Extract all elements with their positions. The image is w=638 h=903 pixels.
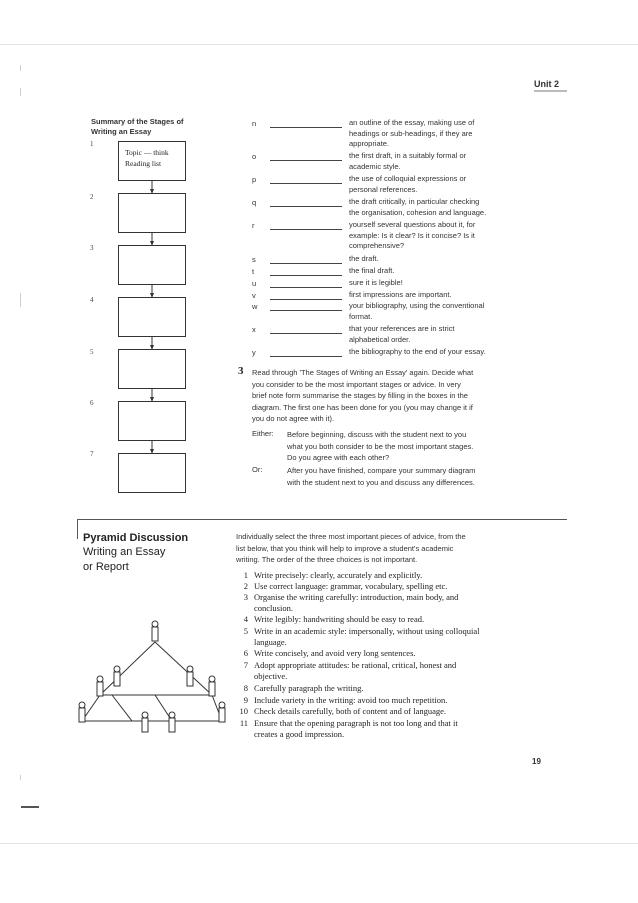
step-number: 2 xyxy=(90,193,94,201)
page-number: 19 xyxy=(532,757,541,766)
stage-text xyxy=(349,266,529,277)
advice-item xyxy=(254,581,529,592)
stage-text xyxy=(349,118,529,150)
stage-line: example: Is it clear? Is it concise? Is it xyxy=(349,230,475,240)
stage-line: comprehensive? xyxy=(349,241,405,250)
stage-line: the use of colloquial expressions or xyxy=(349,174,467,183)
stage-letter: t xyxy=(252,267,255,276)
stage-letter: o xyxy=(252,152,257,161)
stage-letter: x xyxy=(252,325,256,334)
stage-text xyxy=(349,324,529,345)
stage-line: appropriate. xyxy=(349,139,390,148)
advice-number: 4 xyxy=(243,614,248,624)
advice-item xyxy=(254,706,529,717)
stage-blank-s[interactable] xyxy=(270,255,342,264)
advice-number: 3 xyxy=(243,592,248,602)
advice-number: 8 xyxy=(243,683,248,693)
stage-line: format. xyxy=(349,311,373,321)
stage-text xyxy=(349,254,529,265)
stage-line: your bibliography, using the conventional xyxy=(349,301,485,310)
stage-line: personal references. xyxy=(349,184,418,194)
advice-number: 1 xyxy=(243,570,248,580)
or-line: with the student next to you and discuss any differences. xyxy=(287,477,475,487)
or-line: After you have finished, compare your summary diagram xyxy=(287,466,476,475)
stage-line: the bibliography to the end of your essay. xyxy=(349,347,486,356)
advice-number: 6 xyxy=(243,648,248,658)
step-number: 1 xyxy=(90,140,94,148)
stage-blank-v[interactable] xyxy=(270,291,342,300)
advice-line: Carefully paragraph the writing. xyxy=(254,683,364,693)
section-divider xyxy=(77,519,567,520)
step-box-4[interactable] xyxy=(118,297,186,337)
advice-item xyxy=(254,648,529,659)
stage-line: first impressions are important. xyxy=(349,290,452,299)
advice-line: Write legibly: handwriting should be easy to read. xyxy=(254,614,425,624)
edge-mark xyxy=(21,806,39,808)
stage-letter: w xyxy=(252,302,258,311)
question-line: you consider to be the most important stages or advice. In very xyxy=(252,379,461,389)
stage-line: that your references are in strict xyxy=(349,324,455,333)
summary-title-line: Summary of the Stages of xyxy=(91,117,184,126)
pyramid-subtitle: Writing an Essay xyxy=(83,546,166,558)
step-box-3[interactable] xyxy=(118,245,186,285)
step-number: 5 xyxy=(90,348,94,356)
pyramid-intro xyxy=(236,531,534,566)
either-text xyxy=(287,429,523,464)
advice-line: Write concisely, and avoid very long sentences. xyxy=(254,648,416,658)
advice-item xyxy=(254,570,529,581)
stage-line: yourself several questions about it, for xyxy=(349,220,476,229)
stage-letter: n xyxy=(252,119,257,128)
step-box-7[interactable] xyxy=(118,453,186,493)
step-number: 4 xyxy=(90,296,94,304)
stage-text xyxy=(349,197,529,218)
summary-title-line: Writing an Essay xyxy=(91,127,152,136)
stage-blank-n[interactable] xyxy=(270,119,342,128)
box-line: Reading list xyxy=(125,159,162,168)
either-line: Before beginning, discuss with the student next to you xyxy=(287,430,467,439)
stage-text xyxy=(349,174,529,195)
unit-rule xyxy=(534,90,567,92)
stage-blank-o[interactable] xyxy=(270,152,342,161)
page-bottom-margin xyxy=(0,843,638,844)
stage-line: sure it is legible! xyxy=(349,278,403,287)
either-line: Do you agree with each other? xyxy=(287,453,390,462)
advice-number: 7 xyxy=(243,660,248,670)
stage-letter: u xyxy=(252,279,257,288)
stage-letter: y xyxy=(252,348,256,357)
stage-blank-y[interactable] xyxy=(270,348,342,357)
stage-blank-w[interactable] xyxy=(270,302,342,311)
advice-number: 5 xyxy=(243,626,248,636)
advice-line: objective. xyxy=(254,671,288,681)
pyramid-title: Pyramid Discussion xyxy=(83,532,189,544)
stage-line: the organisation, cohesion and language. xyxy=(349,207,487,217)
stage-blank-u[interactable] xyxy=(270,279,342,288)
stage-blank-r[interactable] xyxy=(270,221,342,230)
stage-text xyxy=(349,301,529,322)
advice-item xyxy=(254,626,529,648)
stage-line: the final draft. xyxy=(349,266,395,275)
step-number: 3 xyxy=(90,244,94,252)
advice-line: Include variety in the writing: avoid too much repetition. xyxy=(254,695,448,705)
stage-text xyxy=(349,278,529,289)
question-line: Read through 'The Stages of Writing an Essay' again. Decide what xyxy=(252,368,474,377)
stage-line: the draft critically, in particular checking xyxy=(349,197,480,206)
pyramid-subtitle: or Report xyxy=(83,561,129,573)
intro-line: writing. The order of the three choices is not important. xyxy=(236,555,418,564)
advice-item xyxy=(254,614,529,625)
question-line: you do not agree with it). xyxy=(252,414,335,423)
step-box-6[interactable] xyxy=(118,401,186,441)
stage-line: academic style. xyxy=(349,161,401,171)
advice-item xyxy=(254,695,529,706)
intro-line: Individually select the three most important pieces of advice, from the xyxy=(236,532,466,541)
advice-number: 10 xyxy=(239,706,248,716)
step-number: 7 xyxy=(90,450,94,458)
advice-line: language. xyxy=(254,637,287,647)
step-box-1[interactable] xyxy=(118,141,186,181)
stage-line: headings or sub-headings, if they are xyxy=(349,128,473,138)
advice-item xyxy=(254,592,529,614)
stage-line: an outline of the essay, making use of xyxy=(349,118,475,127)
step-number: 6 xyxy=(90,399,94,407)
step-box-2[interactable] xyxy=(118,193,186,233)
either-label: Either: xyxy=(252,429,274,438)
advice-number: 2 xyxy=(243,581,248,591)
step-box-text xyxy=(125,147,169,169)
advice-line: Use correct language: grammar, vocabulary, spelling etc. xyxy=(254,581,448,591)
edge-mark xyxy=(20,293,21,307)
stage-letter: p xyxy=(252,175,257,184)
or-label: Or: xyxy=(252,465,263,474)
edge-mark xyxy=(20,88,21,96)
advice-line: creates a good impression. xyxy=(254,729,345,739)
section-divider-tick xyxy=(77,519,78,539)
stage-blank-t[interactable] xyxy=(270,267,342,276)
advice-line: Write in an academic style: impersonally, without using colloquial xyxy=(254,626,480,636)
stage-text xyxy=(349,290,529,301)
either-line: what you both consider to be the most important stages. xyxy=(287,441,474,451)
stage-text xyxy=(349,220,529,252)
intro-line: list below, that you think will help to improve a student's academic xyxy=(236,543,454,553)
advice-number: 11 xyxy=(239,718,248,728)
pyramid-discussion-illustration xyxy=(72,617,232,747)
or-text xyxy=(287,465,523,488)
stage-text xyxy=(349,347,529,358)
advice-number: 9 xyxy=(243,695,248,705)
question-line: brief note form summarise the stages by filling in the boxes in the xyxy=(252,391,468,400)
advice-line: Check details carefully, both of content and of language. xyxy=(254,706,447,716)
advice-line: conclusion. xyxy=(254,603,293,613)
stage-letter: r xyxy=(252,221,255,230)
stage-text xyxy=(349,151,529,172)
stage-blank-q[interactable] xyxy=(270,198,342,207)
stage-line: alphabetical order. xyxy=(349,334,411,344)
stage-line: the first draft, in a suitably formal or xyxy=(349,151,467,160)
box-line: Topic — think xyxy=(125,148,169,157)
question-3-text xyxy=(252,367,528,425)
stage-letter: v xyxy=(252,291,256,300)
advice-line: Adopt appropriate attitudes: be rational, critical, honest and xyxy=(254,660,457,670)
advice-line: Write precisely: clearly, accurately and explicitly. xyxy=(254,570,423,580)
question-number: 3 xyxy=(238,365,244,377)
stage-letter: s xyxy=(252,255,256,264)
advice-item xyxy=(254,718,529,740)
question-line: diagram. The first one has been done for you (you may change it if xyxy=(252,402,473,412)
stage-blank-p[interactable] xyxy=(270,175,342,184)
edge-mark xyxy=(20,775,21,780)
advice-line: Organise the writing carefully: introduction, main body, and xyxy=(254,592,459,602)
step-box-5[interactable] xyxy=(118,349,186,389)
stage-letter: q xyxy=(252,198,257,207)
advice-item xyxy=(254,660,529,682)
summary-title xyxy=(91,117,211,137)
unit-label: Unit 2 xyxy=(534,79,560,89)
page-top-margin xyxy=(0,0,638,45)
edge-mark xyxy=(20,65,21,71)
advice-line: Ensure that the opening paragraph is not too long and that it xyxy=(254,718,458,728)
advice-item xyxy=(254,683,529,694)
stage-line: the draft. xyxy=(349,254,379,263)
stage-blank-x[interactable] xyxy=(270,325,342,334)
